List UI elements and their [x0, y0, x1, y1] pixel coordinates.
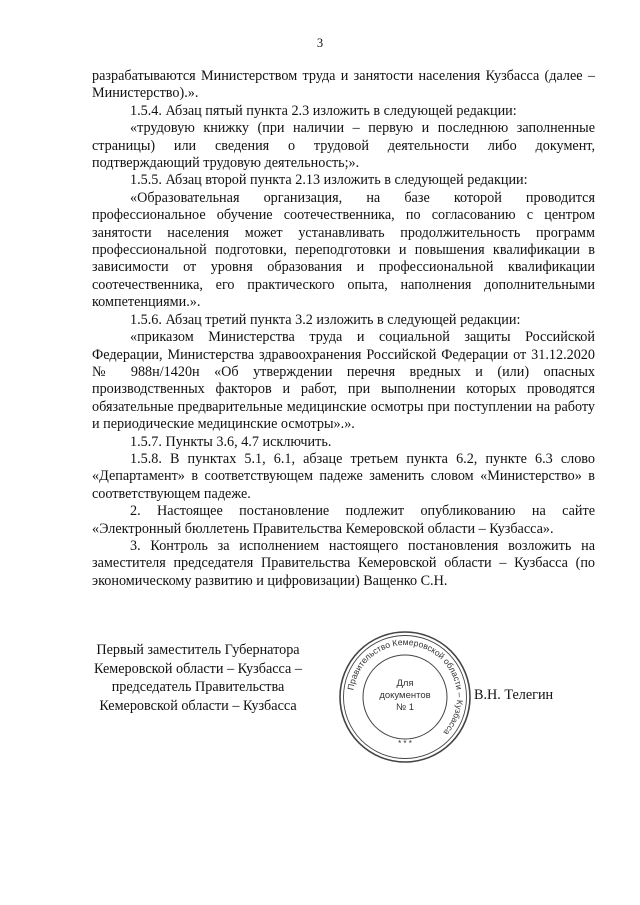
signatory-position [60, 641, 336, 715]
paragraph: 1.5.6. Абзац третий пункта 3.2 изложить в следующей редакции: [130, 311, 521, 328]
official-seal-stamp [337, 629, 473, 765]
paragraph: «Образовательная организация, на базе которой проводится профессиональное обучение соотечественника, по согласованию с центром занятости населения может устанавливать продолжительность программ профессиональной подготовки, переподготовки и повышения квалификации в зависимости от уровня образования и профессиональной квалификации соотечественника, его практического опыта, наполнения дополнительными компетенциями.». [92, 189, 595, 311]
signatory-name: В.Н. Телегин [474, 687, 554, 703]
paragraph: 2. Настоящее постановление подлежит опубликованию на сайте «Электронный бюллетень Правительства Кемеровской области – Кузбасса». [92, 503, 595, 537]
signatory-position-line: председатель Правительства [111, 679, 285, 695]
paragraph: «приказом Министерства труда и социальной защиты Российской Федерации, Министерства здравоохранения Российской Федерации от 31.12.2020 № 988н/1420н «Об утверждении перечня вредных и (или) опасных производственных факторов и работ, при выполнении которых проводятся обязательные предварительные медицинские осмотры при поступлении на работу и периодические медицинские осмотры».». [92, 329, 595, 433]
paragraph: разрабатываются Министерством труда и занятости населения Кузбасса (далее – Министерство).». [92, 68, 595, 102]
seal-center-line: № 1 [395, 702, 415, 713]
paragraph: «трудовую книжку (при наличии – первую и последнюю заполненные страницы) или сведения о трудовой деятельности либо документ, подтверждающий трудовую деятельность;». [92, 120, 595, 172]
seal-ring-text: Правительство Кемеровской области – Кузбасса [345, 636, 466, 738]
seal-center-line: документов [379, 690, 431, 701]
page-number: 3 [316, 36, 324, 50]
signatory-position-line: Первый заместитель Губернатора [96, 642, 300, 658]
paragraph: 1.5.7. Пункты 3.6, 4.7 исключить. [130, 433, 332, 450]
paragraph: 1.5.5. Абзац второй пункта 2.13 изложить в следующей редакции: [130, 172, 528, 189]
paragraph: 1.5.8. В пунктах 5.1, 6.1, абзаце третьем пункта 6.2, пункте 6.3 слово «Департамент» в соответствующем падеже заменить словом «Министерство» в соответствующем падеже. [92, 450, 595, 502]
paragraph: 3. Контроль за исполнением настоящего постановления возложить на заместителя председателя Правительства Кемеровской области – Кузбасса (по экономическому развитию и цифровизации) Ващенко С.Н. [92, 537, 595, 589]
signatory-position-line: Кемеровской области – Кузбасса [99, 697, 297, 714]
signatory-position-line: Кемеровской области – Кузбасса – [94, 660, 302, 677]
seal-center-line: Для [396, 678, 414, 689]
seal-stars: * * * [398, 739, 412, 748]
document-body [92, 68, 595, 590]
paragraph: 1.5.4. Абзац пятый пункта 2.3 изложить в следующей редакции: [130, 102, 517, 119]
